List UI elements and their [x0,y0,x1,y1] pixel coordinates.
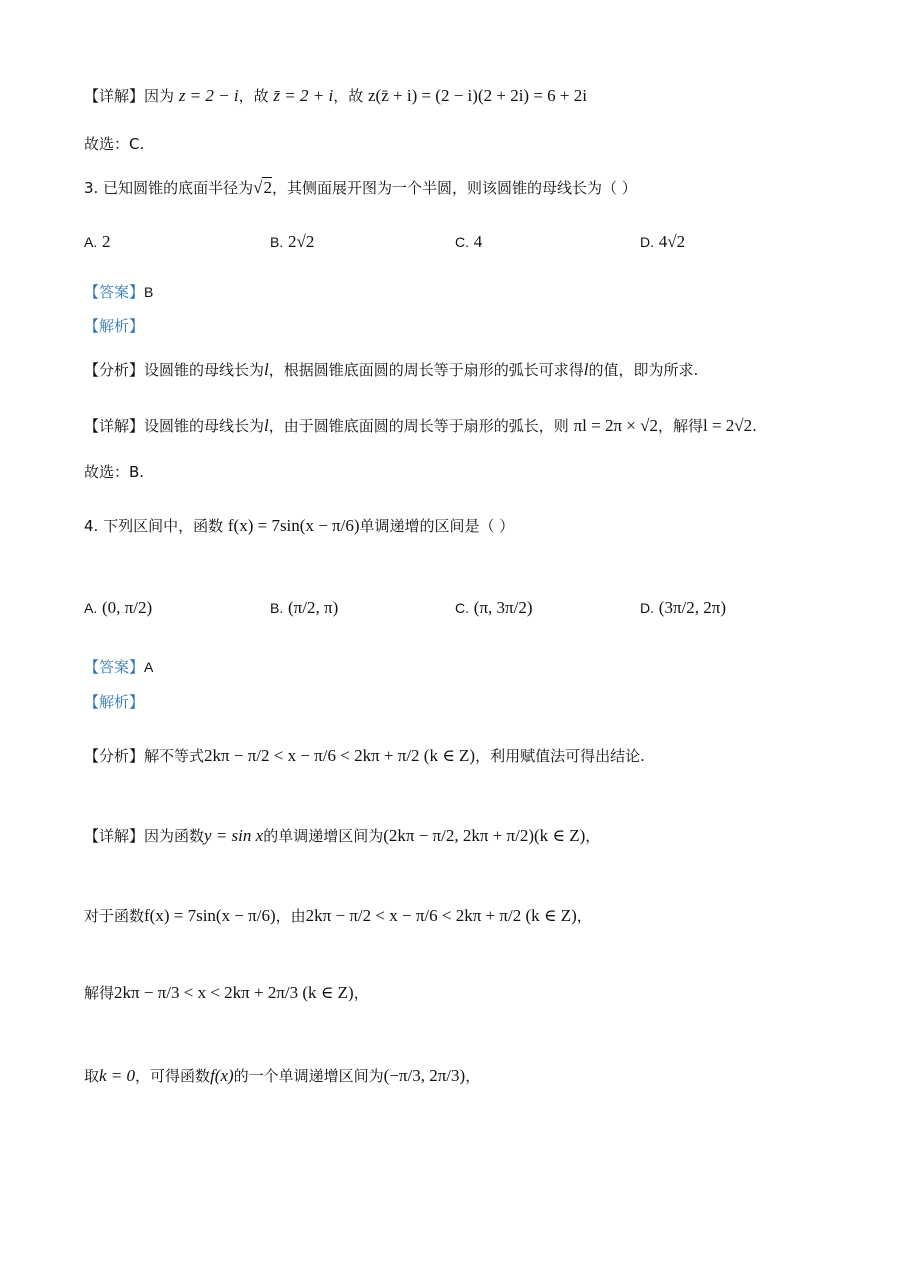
detail-tag: 【详解】 [84,827,145,845]
q4-stem-text: 单调递增的区间是（ ） [359,517,515,535]
q4-fenxi [84,746,645,766]
q3-answer [84,282,153,302]
option-label: B. [270,234,284,250]
math-z-def [179,86,239,105]
option-value: 2 [102,232,111,251]
q3-analysis-tag: 【解析】 [84,317,145,335]
fenxi-text: 解不等式 [144,747,205,765]
fenxi-text: ，根据圆锥底面圆的周长等于扇形的弧长可求得 [268,361,584,379]
var-l: l [583,360,589,379]
fenxi-tag: 【分析】 [84,747,145,765]
detail-text: 取 [84,1067,100,1085]
q3-detail [84,416,757,436]
q4-stem [84,516,514,536]
option-label: C. [455,234,469,250]
q3-stem-radicand: 2 [263,178,272,197]
math-k: k = 0 [99,1066,136,1085]
option-value: 2√2 [288,232,315,251]
detail-text: ， [576,907,592,925]
fenxi-tag: 【分析】 [84,361,145,379]
detail-text: ，解得 [657,417,703,435]
q3-stem-text: 3. 已知圆锥的底面半径为 [84,179,254,197]
detail-text: 对于函数 [84,907,145,925]
q3-stem [84,178,637,198]
q3-fenxi [84,360,698,380]
detail-text: ， [465,1067,481,1085]
detail-text: 设圆锥的母线长为 [144,417,265,435]
option-value: (π, 3π/2) [473,598,533,617]
q4-option-c[interactable] [455,598,533,618]
option-label: D. [640,234,654,250]
var-l: l [264,416,269,435]
option-label: C. [455,600,469,616]
math-zbar-def [273,86,333,105]
q4-analysis-tag: 【解析】 [84,693,145,711]
math-interval: (−π/3, 2π/3) [383,1066,466,1085]
detail-tag: 【详解】 [84,417,145,435]
detail-text: 因为 [144,87,175,105]
q3-stem-text: ，其侧面展开图为一个半圆，则该圆锥的母线长为（ ） [271,179,637,197]
detail-text: ，由 [275,907,306,925]
answer-tag: 【答案】 [84,658,145,676]
q4-stem-text: 4. 下列区间中，函数 [84,517,224,535]
q4-answer [84,657,153,677]
detail-text: ，可得函数 [135,1067,211,1085]
q4-line4 [84,1066,480,1086]
q4-detail [84,826,600,846]
detail-text: ， [585,827,601,845]
option-label: A. [84,600,98,616]
var-l: l [264,360,269,379]
math-ineq: 2kπ − π/2 < x − π/6 < 2kπ + π/2 (k ∈ Z) [204,746,476,765]
detail-text: ，故 [333,87,364,105]
q3-option-b[interactable] [270,232,314,252]
detail-text: 因为函数 [144,827,205,845]
option-label: D. [640,600,654,616]
math-zbar-value: z̄ = 2 + i [273,86,334,105]
option-label: B. [270,600,284,616]
top-choose: 故选：C. [84,135,145,153]
q3-option-d[interactable] [640,232,685,252]
detail-text: ， [353,984,369,1002]
option-label: A. [84,234,98,250]
option-value: (0, π/2) [102,598,153,617]
math-interval: (2kπ − π/2, 2kπ + π/2)(k ∈ Z) [383,826,586,845]
q4-line2 [84,906,592,926]
detail-text: 的一个单调递增区间为 [233,1067,384,1085]
q4-option-b[interactable] [270,598,338,618]
math-ineq: 2kπ − π/2 < x − π/6 < 2kπ + π/2 (k ∈ Z) [305,906,577,925]
math-func: f(x) = 7sin(x − π/6) [144,906,276,925]
fenxi-text: 设圆锥的母线长为 [144,361,265,379]
math-product-value: z(z̄ + i) = (2 − i)(2 + 2i) = 6 + 2i [368,86,587,105]
answer-value: A [144,659,154,675]
answer-tag: 【答案】 [84,283,145,301]
detail-text: . [752,417,757,435]
math-product [368,86,587,105]
detail-tag: 【详解】 [84,87,145,105]
math-z-value: z = 2 − i [178,86,239,105]
math-ineq: 2kπ − π/3 < x < 2kπ + 2π/3 (k ∈ Z) [114,983,354,1002]
q3-option-c[interactable] [455,232,482,252]
top-detail-line [84,86,587,106]
q4-option-d[interactable] [640,598,726,618]
option-value: 4√2 [658,232,686,251]
detail-text: ，由于圆锥底面圆的周长等于扇形的弧长，则 [268,417,569,435]
option-value: (3π/2, 2π) [658,598,726,617]
q4-option-a[interactable] [84,598,152,618]
option-value: 4 [473,232,483,251]
q3-stem-radical: √2 [253,178,272,197]
detail-text: 的单调递增区间为 [263,827,384,845]
detail-text: ，故 [238,87,269,105]
detail-text: 解得 [84,984,115,1002]
option-value: (π/2, π) [288,598,339,617]
math-func: f(x) [210,1066,234,1085]
answer-value: B [144,284,154,300]
math-eq: l = 2√2 [702,416,753,435]
q4-stem-function [228,516,360,535]
fenxi-text: 的值，即为所求. [588,361,699,379]
math-func: y = sin x [204,826,264,845]
q3-option-a[interactable] [84,232,111,252]
fenxi-text: ，利用赋值法可得出结论. [475,747,645,765]
q4-line3 [84,983,369,1003]
math-eq: πl = 2π × √2 [573,416,658,435]
q4-stem-function-text: f(x) = 7sin(x − π/6) [227,516,360,535]
q3-choose: 故选：B. [84,463,145,481]
